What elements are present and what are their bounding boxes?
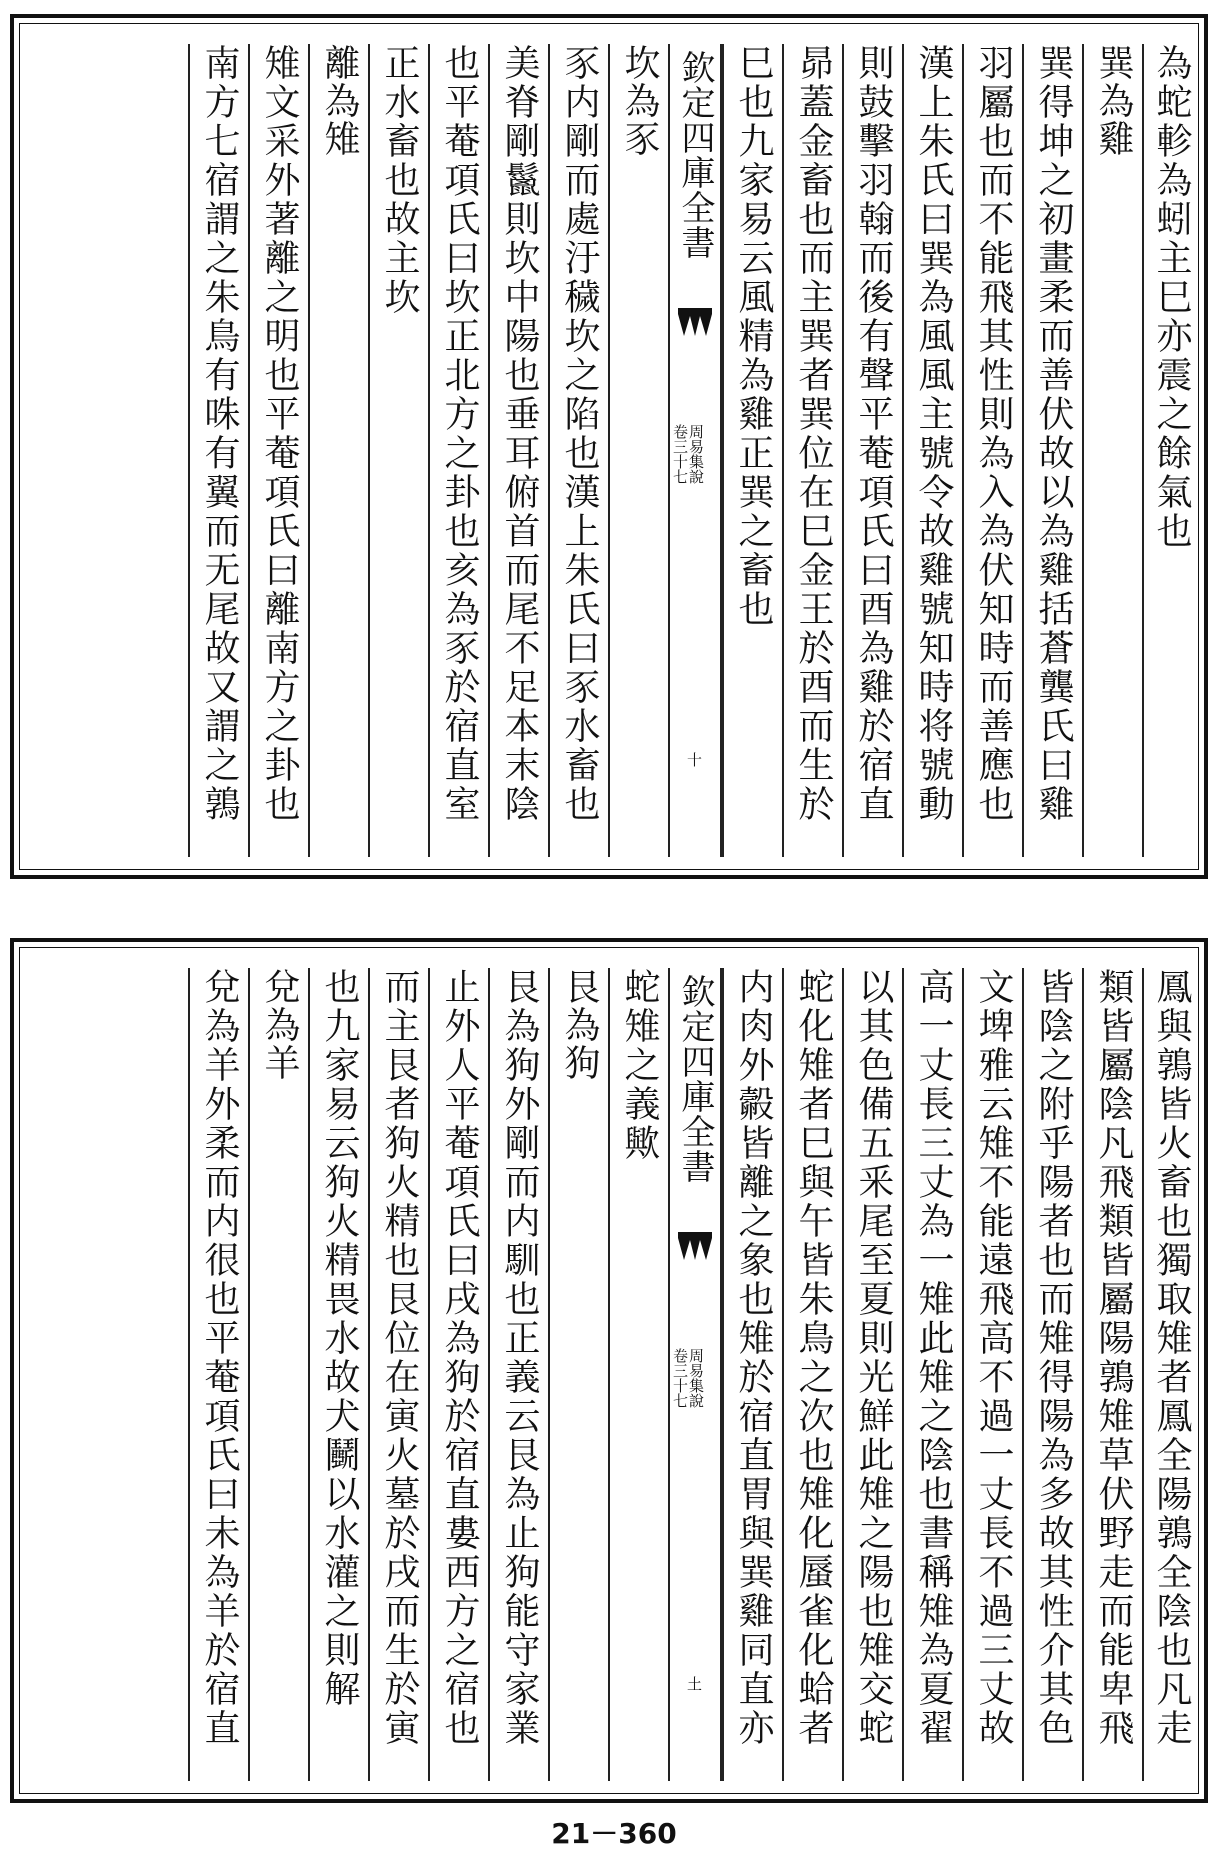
text-column: 兌為羊外柔而内很也平菴項氏曰未為羊於宿直 [188,968,248,1781]
page-number: 21－360 [551,1817,677,1850]
leaf-number: 十 [685,752,703,767]
text-column: 皆陰之附乎陽者也而雉得陽為多故其性介其色 [1022,968,1082,1781]
text-column: 為蛇軫為蚓主巳亦震之餘氣也 [1142,44,1200,857]
fish-tail-mark-icon [676,1230,714,1264]
text-column: 也九家易云狗火精畏水故犬鬭以水灌之則解 [308,968,368,1781]
section-heading: 兌為羊 [248,968,308,1781]
text-column: 巽得坤之初畫柔而善伏故以為雞括蒼龔氏曰雞 [1022,44,1082,857]
text-column: 鳳與鶉皆火畜也獨取雉者鳳全陽鶉全陰也凡走 [1142,968,1200,1781]
volume-label: 卷三十七 [671,424,689,484]
text-column: 羽屬也而不能飛其性則為入為伏知時而善應也 [962,44,1022,857]
text-column: 内肉外㲉皆離之象也雉於宿直胃與巽雞同直亦 [722,968,782,1781]
center-fold-column [668,968,722,1781]
section-heading: 坎為豕 [608,44,668,857]
collection-title: 欽定四庫全書 [675,974,715,1184]
text-column: 也平菴項氏曰坎正北方之卦也亥為豕於宿直室 [428,44,488,857]
text-column: 漢上朱氏曰巽為風風主號令故雞號知時将號動 [902,44,962,857]
leaf-number: 土 [685,1676,703,1691]
top-page [10,14,1208,879]
section-heading: 離為雉 [308,44,368,857]
section-heading: 艮為狗 [548,968,608,1781]
text-column: 以其色備五釆尾至夏則光鮮此雉之陽也雉交蛇 [842,968,902,1781]
text-column: 則鼓擊羽翰而後有聲平菴項氏曰酉為雞於宿直 [842,44,902,857]
section-heading: 巽為雞 [1082,44,1142,857]
text-column: 蛇雉之義歟 [608,968,668,1781]
text-column: 美脊剛鬣則坎中陽也垂耳俯首而尾不足本末陰 [488,44,548,857]
text-column: 高一丈長三丈為一雉此雉之陰也書稱雉為夏翟 [902,968,962,1781]
text-column: 蛇化雉者巳與午皆朱鳥之次也雉化蜃雀化蛤者 [782,968,842,1781]
text-column: 艮為狗外剛而内馴也正義云艮為止狗能守家業 [488,968,548,1781]
volume-label: 卷三十七 [671,1348,689,1408]
book-title: 周易集說 [687,1348,705,1408]
book-title: 周易集說 [687,424,705,484]
center-fold-column [668,44,722,857]
text-column: 類皆屬陰凡飛類皆屬陽鶉雉草伏野走而能卑飛 [1082,968,1142,1781]
text-column: 豕内剛而處汙穢坎之陷也漢上朱氏曰豕水畜也 [548,44,608,857]
fish-tail-mark-icon [676,306,714,340]
text-column: 雉文采外著離之明也平菴項氏曰離南方之卦也 [248,44,308,857]
text-column: 南方七宿謂之朱鳥有咮有翼而无尾故又謂之鶉 [188,44,248,857]
text-column: 而主艮者狗火精也艮位在寅火墓於戌而生於寅 [368,968,428,1781]
text-column: 止外人平菴項氏曰戌為狗於宿直婁西方之宿也 [428,968,488,1781]
text-column: 昴蓋金畜也而主巽者巽位在巳金王於酉而生於 [782,44,842,857]
text-column: 文埤雅云雉不能遠飛高不過一丈長不過三丈故 [962,968,1022,1781]
bottom-page [10,938,1208,1803]
collection-title: 欽定四庫全書 [675,50,715,260]
text-column: 巳也九家易云風精為雞正巽之畜也 [722,44,782,857]
text-column: 正水畜也故主坎 [368,44,428,857]
